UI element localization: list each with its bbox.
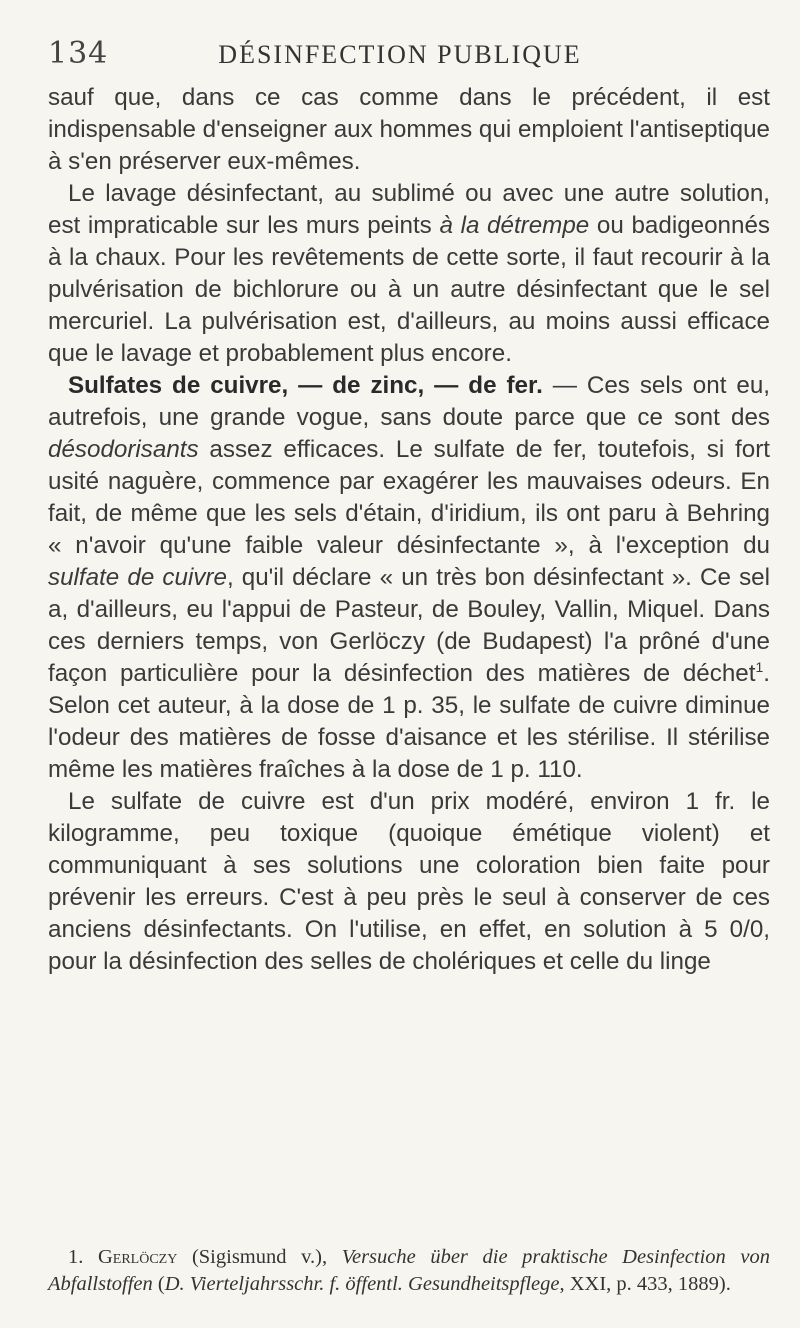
paragraph-4 xyxy=(48,786,770,978)
footnote-author-rest: (Sigismund v.), xyxy=(177,1246,342,1268)
paragraph-3-italic-2: sulfate de cuivre xyxy=(48,564,227,591)
section-heading: Sulfates de cuivre, — de zinc, — de fer. xyxy=(68,372,543,399)
body-text xyxy=(48,82,770,978)
paragraph-2-text-b: ou badigeonnés à la chaux. Pour les revêtements de cette sorte, il faut recourir à la pulvérisation de bichlorure ou à un autre désinfectant que le sel mercuriel. La pulvérisation est, d'ailleurs, au moins aussi efficace que le lavage et probablement plus encore. xyxy=(48,212,771,367)
paragraph-2 xyxy=(48,178,770,370)
footnote-number: 1. xyxy=(68,1246,84,1268)
footnote-journal-open: ( xyxy=(152,1273,165,1295)
paragraph-3-text-b: assez efficaces. Le sulfate de fer, toutefois, si fort usité naguère, commence par exagérer les mauvaises odeurs. En fait, de même que les sels d'étain, d'iridium, ils ont paru à Behring « n'avoir qu'une faible valeur désinfectante », à l'exception du xyxy=(48,436,770,559)
footnote-journal-rest: , XXI, p. 433, 1889). xyxy=(559,1273,731,1295)
page-number: 134 xyxy=(48,36,109,71)
paragraph-3-italic-1: désodorisants xyxy=(48,436,199,463)
footnote-journal: D. Vierteljahrsschr. f. öffentl. Gesundheitspflege xyxy=(164,1273,560,1295)
paragraph-3-text-c: , qu'il déclare « un très bon désinfectant ». Ce sel a, d'ailleurs, eu l'appui de Pasteur, de Bouley, Vallin, Miquel. Dans ces derniers temps, von Gerlöczy (de Budapest) l'a prôné d'une façon particulière pour la désinfection des matières de déchet xyxy=(48,564,770,687)
paragraph-2-text-a: Le lavage désinfectant, au sublimé ou avec une autre solution, est impraticable sur les murs peints xyxy=(48,180,770,239)
paragraph-2-italic: à la détrempe xyxy=(439,212,590,239)
paragraph-3-text-d: . Selon cet auteur, à la dose de 1 p. 35, le sulfate de cuivre diminue l'odeur des matières de fosse d'aisance et les stérilise. Il stérilise même les matières fraîches à la dose de 1 p. 110. xyxy=(48,660,770,783)
running-title: DÉSINFECTION PUBLIQUE xyxy=(218,40,582,69)
footnote-reference[interactable]: 1 xyxy=(755,658,764,675)
paragraph-1 xyxy=(48,82,770,178)
footnote-author: Gerlöczy xyxy=(97,1246,178,1268)
footnote xyxy=(48,1244,770,1298)
running-head xyxy=(48,36,752,76)
footnote-title: Versuche über die praktische Desinfection von Abfallstoffen xyxy=(48,1246,770,1295)
paragraph-1-text: sauf que, dans ce cas comme dans le précédent, il est indispensable d'enseigner aux hommes qui emploient l'antiseptique à s'en préserver eux-mêmes. xyxy=(48,84,770,175)
paragraph-3 xyxy=(48,370,770,786)
paragraph-4-text: Le sulfate de cuivre est d'un prix modéré, environ 1 fr. le kilogramme, peu toxique (quoique émétique violent) et communiquant à ses solutions une coloration bien faite pour prévenir les erreurs. C'est à peu près le seul à conserver de ces anciens désinfectants. On l'utilise, en effet, en solution à 5 0/0, pour la désinfection des selles de cholériques et celle du linge xyxy=(48,788,770,975)
paragraph-3-text-a: — Ces sels ont eu, autrefois, une grande vogue, sans doute parce que ce sont des xyxy=(48,372,771,431)
